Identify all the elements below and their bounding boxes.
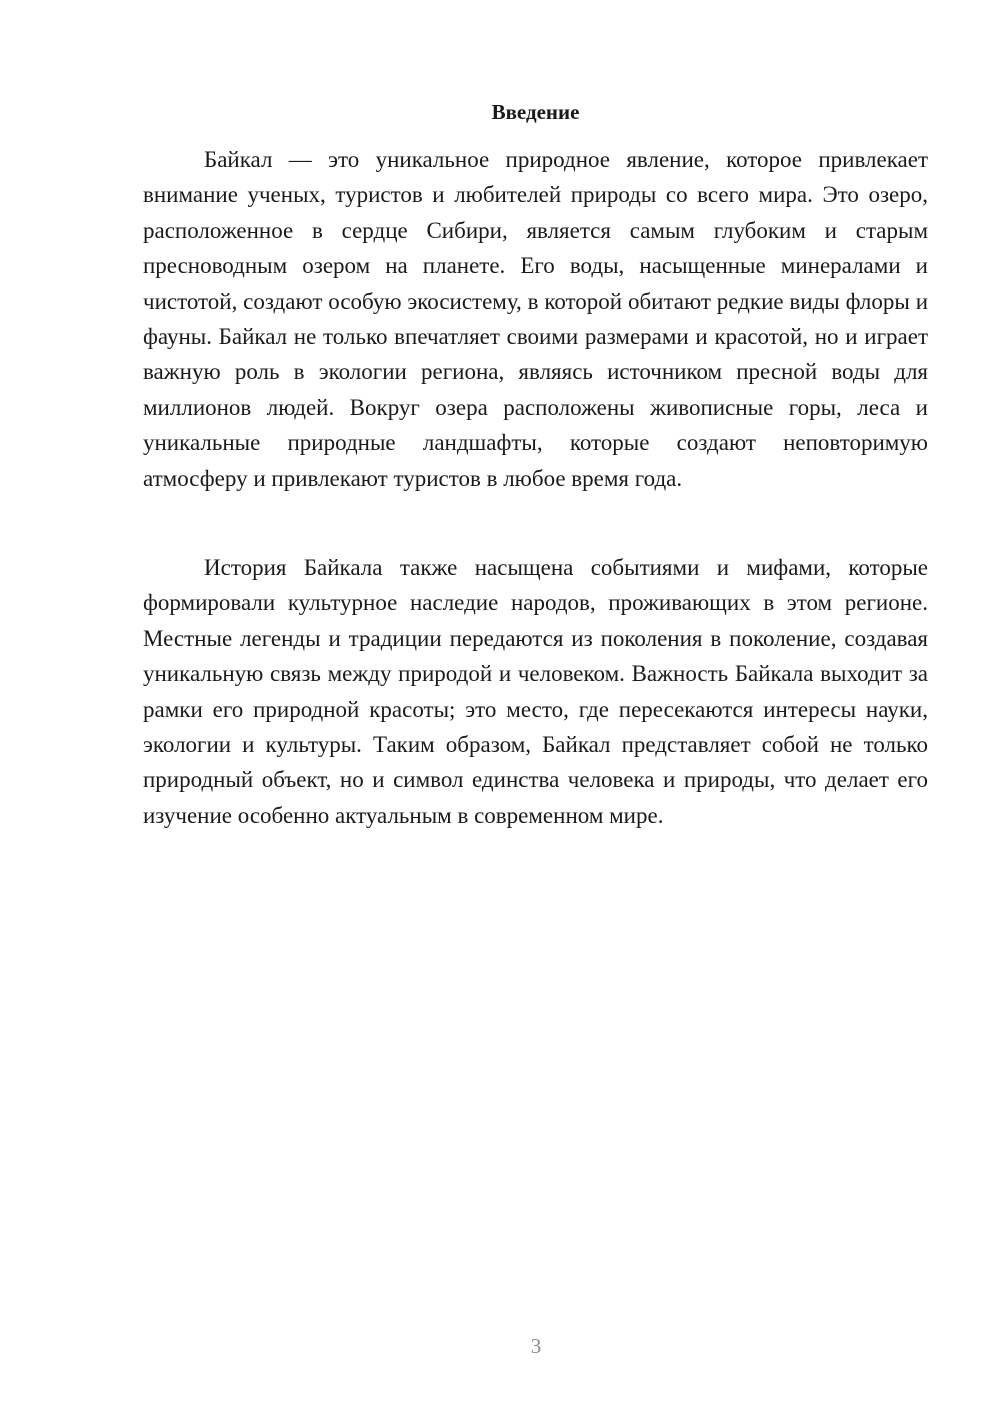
- page-number: 3: [530, 1334, 542, 1358]
- paragraph-intro: Байкал — это уникальное природное явление, которое привлекает внимание ученых, туристов и любителей природы со всего мира. Это озеро, расположенное в сердце Сибири, является самым глубоким и старым пресноводным озером на планете. Его воды, насыщенные минералами и чистотой, создают особую экосистему, в которой обитают редкие виды флоры и фауны. Байкал не только впечатляет своими размерами и красотой, но и играет важную роль в экологии региона, являясь источником пресной воды для миллионов людей. Вокруг озера расположены живописные горы, леса и уникальные природные ландшафты, которые создают неповторимую атмосферу и привлекают туристов в любое время года.: [143, 147, 928, 491]
- paragraph-history: История Байкала также насыщена событиями и мифами, которые формировали культурное наследие народов, проживающих в этом регионе. Местные легенды и традиции передаются из поколения в поколение, создавая уникальную связь между природой и человеком. Важность Байкала выходит за рамки его природной красоты; это место, где пересекаются интересы науки, экологии и культуры. Таким образом, Байкал представляет собой не только природный объект, но и символ единства человека и природы, что делает его изучение особенно актуальным в современном мире.: [143, 555, 928, 828]
- section-heading: Введение: [491, 100, 580, 124]
